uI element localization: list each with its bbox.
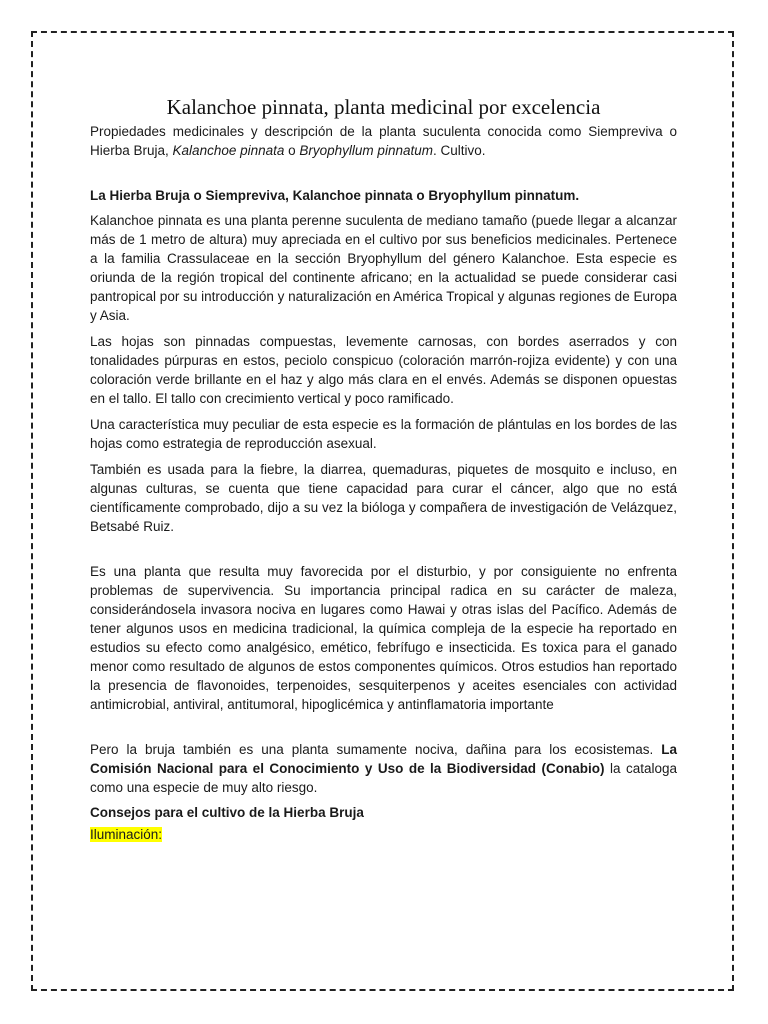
paragraph-6-text-a: Pero la bruja también es una planta sumamente nociva, dañina para los ecosistemas.	[90, 742, 662, 757]
paragraph-2: Las hojas son pinnadas compuestas, levemente carnosas, con bordes aserrados y con tonalidades púrpuras en estos, peciolo conspicuo (coloración marrón-rojiza evidente) y con una coloración verde brillante en el haz y algo más clara en el envés. Además se disponen opuestas en el tallo. El tallo con crecimiento vertical y poco ramificado.	[90, 334, 677, 406]
paragraph-4: También es usada para la fiebre, la diarrea, quemaduras, piquetes de mosquito e incluso, en algunas culturas, se cuenta que tiene capacidad para curar el cáncer, algo que no está científicamente comprobado, dijo a su vez la bióloga y compañera de investigación de Velázquez, Betsabé Ruiz.	[90, 462, 677, 534]
conabio-bold: La Comisión Nacional para el Conocimiento y Uso de la Biodiversidad (Conabio)	[90, 742, 677, 776]
intro-text-a: Propiedades medicinales y descripción de la planta suculenta conocida como Siempreviva o Hierba Bruja,	[90, 124, 677, 158]
document-title: Kalanchoe pinnata, planta medicinal por excelencia	[166, 95, 601, 119]
intro-text-c: . Cultivo.	[432, 143, 486, 158]
paragraph-1: Kalanchoe pinnata es una planta perenne suculenta de mediano tamaño (puede llegar a alcanzar más de 1 metro de altura) muy apreciada en el cultivo por sus beneficios medicinales. Pertenece a la familia Crassulaceae en la sección Bryophyllum del género Kalanchoe. Esta especie es oriunda de la región tropical del continente africano; en la actualidad se puede considerar casi pantropical por su introducción y naturalización en América Tropical y algunas regiones de Europa y Asia.	[90, 213, 677, 323]
iluminacion-highlight: Iluminación:	[90, 827, 163, 842]
paragraph-3: Una característica muy peculiar de esta especie es la formación de plántulas en los bordes de las hojas como estrategia de reproducción asexual.	[90, 417, 677, 451]
paragraph-6	[90, 740, 677, 797]
iluminacion-label	[90, 825, 677, 844]
paragraph-6-text-c: la cataloga como una especie de muy alto riesgo.	[90, 761, 677, 795]
intro-species-1: Kalanchoe pinnata	[172, 143, 285, 158]
paragraph-5: Es una planta que resulta muy favorecida por el disturbio, y por consiguiente no enfrenta problemas de supervivencia. Su importancia principal radica en su carácter de maleza, considerándosela invasora nociva en lugares como Hawai y otras islas del Pacífico. Además de tener algunos usos en medicina tradicional, la química compleja de la especie ha reportado en estudios su efecto como analgésico, emético, febrífugo e insecticida. Es toxica para el ganado menor como resultado de algunos de estos componentes químicos. Otros estudios han reportado la presencia de flavonoides, terpenoides, sesquiterpenos y aceites esenciales con actividad antimicrobial, antiviral, antitumoral, hipoglicémica y antinflamatoria importante	[90, 564, 677, 712]
intro-text-b: o	[284, 143, 300, 158]
section-heading: La Hierba Bruja o Siempreviva, Kalanchoe pinnata o Bryophyllum pinnatum.	[90, 188, 580, 203]
intro-species-2: Bryophyllum pinnatum	[299, 143, 433, 158]
intro-paragraph	[90, 122, 677, 160]
document-body	[90, 94, 677, 844]
consejos-heading: Consejos para el cultivo de la Hierba Bruja	[90, 805, 364, 820]
